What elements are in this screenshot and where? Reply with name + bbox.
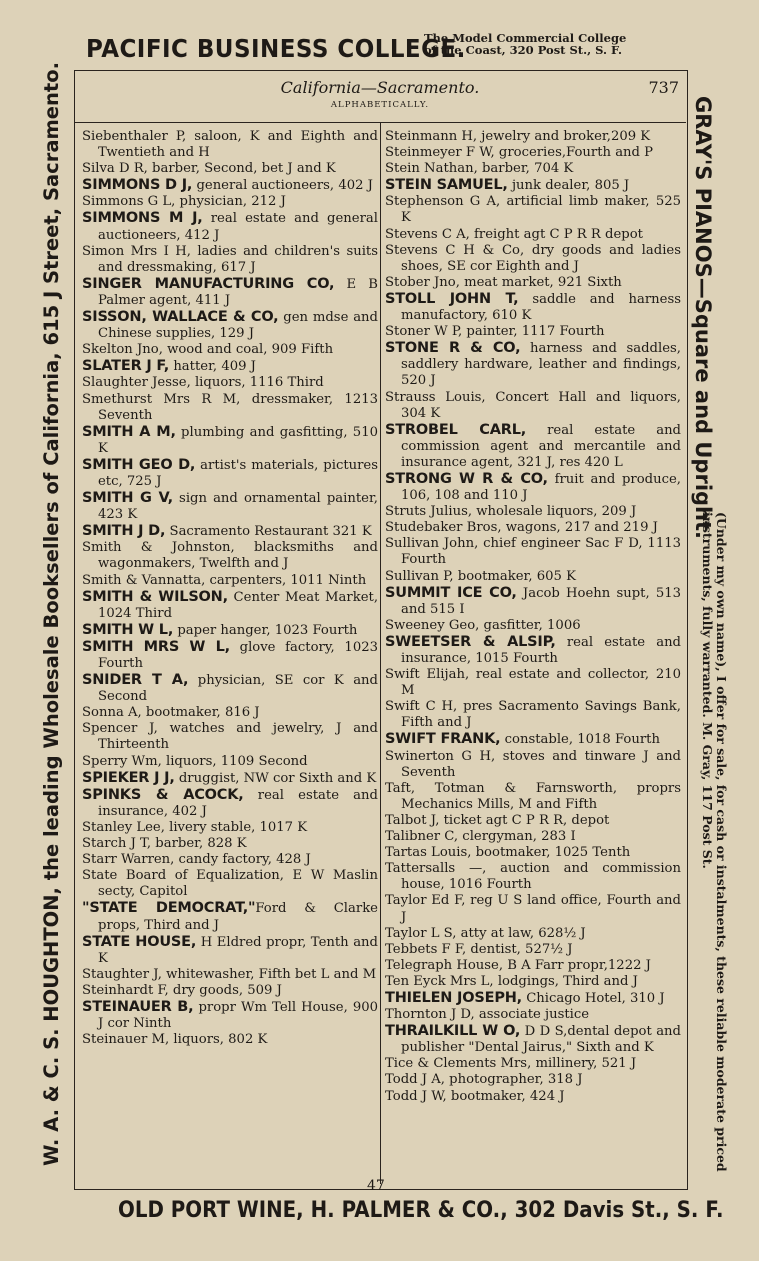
subheading: ALPHABETICALLY. <box>330 100 430 110</box>
entry-text: Steinauer M, liquors, 802 K <box>82 1032 268 1048</box>
directory-entry <box>385 958 681 974</box>
entry-text: druggist, NW cor Sixth and K <box>174 770 377 786</box>
directory-entry <box>385 731 681 748</box>
directory-entry <box>82 622 378 639</box>
entry-text: constable, 1018 Fourth <box>500 732 660 748</box>
entry-text: Stein Nathan, barber, 704 K <box>385 161 574 177</box>
entry-text: Tattersalls —, auction and commission house, 1016 Fourth <box>385 861 681 893</box>
entry-name-bold: SWEETSER & ALSIP, <box>385 633 556 650</box>
entry-text: Taft, Totman & Farnsworth, proprs Mechanics Mills, M and Fifth <box>385 780 681 812</box>
entry-text: Slaughter Jesse, liquors, 1116 Third <box>82 375 324 391</box>
directory-entry <box>82 244 378 276</box>
entry-name-bold: SIMMONS M J, <box>82 210 203 227</box>
directory-entry <box>385 275 681 291</box>
column-divider <box>380 122 381 1184</box>
entry-text: Stober Jno, meat market, 921 Sixth <box>385 274 622 290</box>
directory-entry <box>82 820 378 836</box>
directory-entry <box>385 194 681 226</box>
directory-entry <box>385 161 681 177</box>
directory-entry <box>385 1056 681 1072</box>
entry-text: Simon Mrs I H, ladies and children's suits and dressmaking, 617 J <box>82 243 378 275</box>
directory-entry <box>82 375 378 391</box>
entry-text: Silva D R, barber, Second, bet J and K <box>82 161 336 177</box>
entry-text: Starch J T, barber, 828 K <box>82 836 247 852</box>
directory-entry <box>82 457 378 490</box>
directory-entry <box>82 705 378 721</box>
directory-entry <box>82 836 378 852</box>
directory-entry <box>385 634 681 667</box>
directory-entry <box>82 999 378 1032</box>
directory-entry <box>82 161 378 177</box>
entry-text: Taylor L S, atty at law, 628½ J <box>385 925 586 941</box>
directory-entry <box>385 861 681 893</box>
entry-text: Studebaker Bros, wagons, 217 and 219 J <box>385 520 658 536</box>
entry-text: physician, SE cor K and Second <box>98 673 378 705</box>
entry-text: hatter, 409 J <box>169 359 256 375</box>
entry-name-bold: STEINAUER B, <box>82 998 194 1015</box>
directory-entry <box>385 1007 681 1023</box>
directory-entry <box>385 243 681 275</box>
directory-entry <box>385 471 681 504</box>
entry-name-bold: STROBEL CARL, <box>385 421 527 438</box>
entry-name-bold: SMITH J D, <box>82 523 166 540</box>
entry-name-bold: "STATE DEMOCRAT," <box>82 900 256 917</box>
entry-text: artist's materials, pictures etc, 725 J <box>98 457 378 489</box>
directory-entry <box>385 1072 681 1088</box>
entry-name-bold: SIMMONS D J, <box>82 177 193 194</box>
entry-name-bold: SMITH A M, <box>82 423 176 440</box>
entry-text: Strauss Louis, Concert Hall and liquors, 304 K <box>385 389 681 421</box>
entry-text: State Board of Equalization, E W Maslin secty, Capitol <box>82 868 378 900</box>
entry-name-bold: SWIFT FRANK, <box>385 731 501 748</box>
entry-text: Taylor Ed F, reg U S land office, Fourth and J <box>385 893 681 925</box>
right-margin-advertisement-detail: (Under my own name), I offer for sale, for cash or instalments, these reliable moderate priced instruments, fully warranted. M. Gray, 117 Post St. <box>700 512 729 1172</box>
directory-entry <box>82 490 378 523</box>
entry-name-bold: SNIDER T A, <box>82 672 189 689</box>
directory-entry <box>82 589 378 622</box>
directory-entry <box>82 540 378 572</box>
folio-number: 47 <box>367 1178 385 1194</box>
entry-text: saddle and harness manufactory, 610 K <box>401 291 681 324</box>
entry-name-bold: STOLL JOHN T, <box>385 290 519 307</box>
directory-entry <box>385 536 681 568</box>
directory-entry <box>82 754 378 770</box>
entry-text: Jacob Hoehn supt, 513 and 515 I <box>401 585 681 617</box>
entry-text: real estate and insurance, 402 J <box>98 787 378 819</box>
directory-entry <box>385 145 681 161</box>
entry-name-bold: SMITH G V, <box>82 490 173 507</box>
directory-entry <box>82 770 378 787</box>
entry-text: Thornton J D, associate justice <box>385 1007 590 1023</box>
entry-text: real estate and commission agent and mercantile and insurance agent, 321 J, res 420 L <box>401 422 682 470</box>
directory-entry <box>385 829 681 845</box>
entry-text: Center Meat Market, 1024 Third <box>98 589 379 621</box>
entry-text: glove factory, 1023 Fourth <box>98 639 378 671</box>
directory-entry <box>82 852 378 868</box>
entry-text: H Eldred propr, Tenth and K <box>98 934 378 966</box>
entry-text: Chicago Hotel, 310 J <box>522 990 665 1006</box>
entry-text: real estate and insurance, 1015 Fourth <box>401 634 681 666</box>
entry-text: Swift Elijah, real estate and collector, 210 M <box>385 667 681 699</box>
entry-text: paper hanger, 1023 Fourth <box>173 622 358 638</box>
entry-name-bold: STATE HOUSE, <box>82 933 197 950</box>
entry-text: Steinmeyer F W, groceries,Fourth and P <box>385 145 654 161</box>
entry-text: Sacramento Restaurant 321 K <box>165 524 372 540</box>
directory-entry <box>82 639 378 672</box>
entry-name-bold: SINGER MANUFACTURING CO, <box>82 275 335 292</box>
entry-text: fruit and produce, 106, 108 and 110 J <box>401 471 681 504</box>
entry-text: Talibner C, clergyman, 283 I <box>385 829 576 845</box>
entry-name-bold: STONE R & CO, <box>385 340 521 357</box>
directory-entry <box>82 392 378 424</box>
entry-text: Starr Warren, candy factory, 428 J <box>82 852 311 868</box>
entry-text: harness and saddles, saddlery hardware, leather and findings, 520 J <box>401 341 681 389</box>
directory-entry <box>385 177 681 194</box>
entry-text: Skelton Jno, wood and coal, 909 Fifth <box>82 342 334 358</box>
directory-entry <box>82 276 378 309</box>
entry-name-bold: SPINKS & ACOCK, <box>82 786 244 803</box>
directory-entry <box>385 781 681 813</box>
entry-text: Tebbets F F, dentist, 527½ J <box>385 941 573 957</box>
entry-text: Talbot J, ticket agt C P R R, depot <box>385 812 610 828</box>
entry-text: Sperry Wm, liquors, 1109 Second <box>82 753 308 769</box>
directory-entry <box>385 390 681 422</box>
entry-text: Stephenson G A, artificial limb maker, 525 K <box>385 194 681 226</box>
directory-entry <box>82 194 378 210</box>
entry-text: Struts Julius, wholesale liquors, 209 J <box>385 504 637 520</box>
directory-entry <box>82 210 378 243</box>
directory-entry <box>385 699 681 731</box>
directory-entry <box>385 129 681 145</box>
directory-entry <box>82 787 378 820</box>
directory-entry <box>82 424 378 457</box>
directory-entry <box>82 1032 378 1048</box>
entry-name-bold: SUMMIT ICE CO, <box>385 584 517 601</box>
directory-entry <box>385 990 681 1007</box>
directory-entry <box>385 520 681 536</box>
entry-name-bold: SISSON, WALLACE & CO, <box>82 309 279 326</box>
directory-entry <box>385 942 681 958</box>
top-ad-line2: of the Coast, 320 Post St., S. F. <box>424 43 623 57</box>
left-column <box>82 129 378 1048</box>
page-number: 737 <box>648 78 679 97</box>
entry-text: general auctioneers, 402 J <box>192 178 373 194</box>
entry-text: Staughter J, whitewasher, Fifth bet L and M <box>82 966 377 982</box>
entry-name-bold: SLATER J F, <box>82 358 170 375</box>
entry-text: Siebenthaler P, saloon, K and Eighth and Twentieth and H <box>82 129 378 161</box>
directory-entry <box>385 618 681 634</box>
directory-entry <box>385 974 681 990</box>
left-margin-advertisement: W. A. & C. S. HOUGHTON, the leading Wholesale Booksellers of California, 615 J Street, Sacramento. <box>40 61 63 1166</box>
right-margin-advertisement: GRAY'S PIANOS—Square and Upright. <box>691 96 715 540</box>
directory-entry <box>82 309 378 342</box>
entry-name-bold: STEIN SAMUEL, <box>385 177 508 194</box>
entry-text: Tice & Clements Mrs, millinery, 521 J <box>385 1056 637 1072</box>
entry-name-bold: SMITH GEO D, <box>82 456 196 473</box>
entry-name-bold: STRONG W R & CO, <box>385 470 548 487</box>
directory-entry <box>385 813 681 829</box>
entry-text: Sullivan John, chief engineer Sac F D, 1113 Fourth <box>385 536 681 568</box>
entry-text: Stanley Lee, livery stable, 1017 K <box>82 819 308 835</box>
entry-text: E B Palmer agent, 411 J <box>98 276 378 308</box>
top-ad-tagline <box>424 32 714 56</box>
entry-text: Swift C H, pres Sacramento Savings Bank, Fifth and J <box>385 699 681 731</box>
entry-text: Todd J W, bootmaker, 424 J <box>385 1088 565 1104</box>
directory-entry <box>385 227 681 243</box>
directory-entry <box>385 324 681 340</box>
entry-text: gen mdse and Chinese supplies, 129 J <box>98 310 378 342</box>
entry-text: Simmons G L, physician, 212 J <box>82 194 286 210</box>
top-ad-title: PACIFIC BUSINESS COLLEGE. <box>86 33 466 63</box>
directory-entry <box>385 585 681 618</box>
entry-text: Steinmann H, jewelry and broker,209 K <box>385 129 651 144</box>
bottom-advertisement: OLD PORT WINE, H. PALMER & CO., 302 Davis St., S. F. <box>118 1198 724 1223</box>
directory-entry <box>82 342 378 358</box>
running-head: California—Sacramento. <box>280 78 480 97</box>
entry-text: Smethurst Mrs R M, dressmaker, 1213 Seventh <box>82 391 378 423</box>
top-advertisement <box>86 28 706 68</box>
entry-name-bold: SMITH W L, <box>82 621 174 638</box>
directory-entry <box>82 177 378 194</box>
entry-text: Stoner W P, painter, 1117 Fourth <box>385 324 605 340</box>
directory-entry <box>82 967 378 983</box>
right-column <box>385 129 681 1105</box>
entry-text: Smith & Johnston, blacksmiths and wagonmakers, Twelfth and J <box>82 540 378 572</box>
directory-entry <box>82 358 378 375</box>
entry-text: D D S,dental depot and publisher "Dental Jairus," Sixth and K <box>401 1024 681 1056</box>
entry-text: Spencer J, watches and jewelry, J and Thirteenth <box>82 721 378 753</box>
entry-text: Sonna A, bootmaker, 816 J <box>82 705 260 721</box>
entry-text: junk dealer, 805 J <box>507 178 630 194</box>
directory-entry <box>82 523 378 540</box>
entry-text: Ten Eyck Mrs L, lodgings, Third and J <box>385 973 638 989</box>
directory-entry <box>82 983 378 999</box>
entry-text: Ford & Clarke props, Third and J <box>98 901 378 933</box>
directory-entry <box>385 291 681 324</box>
entry-text: Stevens C A, freight agt C P R R depot <box>385 226 643 242</box>
entry-name-bold: SPIEKER J J, <box>82 769 175 786</box>
entry-text: Stevens C H & Co, dry goods and ladies shoes, SE cor Eighth and J <box>385 242 681 274</box>
top-ad-line1: The Model Commercial College <box>424 31 627 45</box>
directory-entry <box>385 569 681 585</box>
entry-text: plumbing and gasfitting, 510 K <box>98 424 378 456</box>
directory-entry <box>385 893 681 925</box>
entry-text: real estate and general auctioneers, 412 J <box>98 211 378 243</box>
entry-text: Telegraph House, B A Farr propr,1222 J <box>385 957 651 973</box>
entry-name-bold: THIELEN JOSEPH, <box>385 989 522 1006</box>
directory-entry <box>82 934 378 967</box>
entry-name-bold: THRAILKILL W O, <box>385 1023 521 1040</box>
directory-entry <box>385 1023 681 1056</box>
entry-text: Sullivan P, bootmaker, 605 K <box>385 568 576 584</box>
directory-entry <box>82 573 378 589</box>
directory-entry <box>82 868 378 900</box>
directory-entry <box>385 667 681 699</box>
entry-text: Todd J A, photographer, 318 J <box>385 1072 583 1088</box>
directory-entry <box>385 1089 681 1105</box>
entry-text: Swinerton G H, stoves and tinware J and Seventh <box>385 748 681 780</box>
entry-text: propr Wm Tell House, 900 J cor Ninth <box>98 999 378 1032</box>
entry-name-bold: SMITH & WILSON, <box>82 588 228 605</box>
directory-entry <box>385 926 681 942</box>
directory-entry <box>82 721 378 753</box>
entry-text: Steinhardt F, dry goods, 509 J <box>82 982 282 998</box>
directory-entry <box>82 672 378 705</box>
directory-entry <box>82 129 378 161</box>
entry-text: Sweeney Geo, gasfitter, 1006 <box>385 617 581 633</box>
entry-text: sign and ornamental painter, 423 K <box>98 491 379 523</box>
directory-entry <box>385 845 681 861</box>
directory-entry <box>385 340 681 389</box>
directory-entry <box>385 749 681 781</box>
entry-text: Tartas Louis, bootmaker, 1025 Tenth <box>385 845 631 861</box>
directory-entry <box>385 504 681 520</box>
directory-entry <box>385 422 681 471</box>
entry-text: Smith & Vannatta, carpenters, 1011 Ninth <box>82 572 367 588</box>
entry-name-bold: SMITH MRS W L, <box>82 638 230 655</box>
directory-entry <box>82 900 378 933</box>
